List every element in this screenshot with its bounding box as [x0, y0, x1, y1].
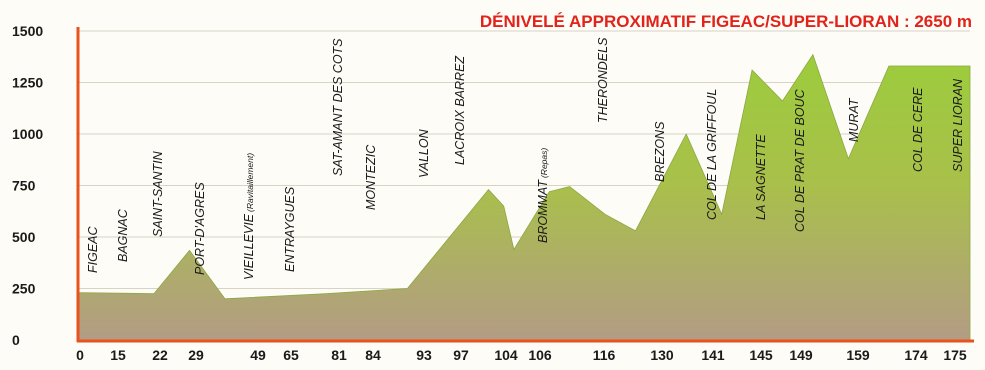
place-name: MONTEZIC — [364, 144, 378, 210]
place-name: COL DE CERE — [911, 87, 925, 172]
x-tick-label: 97 — [453, 347, 469, 363]
x-tick-label: 15 — [110, 347, 126, 363]
x-tick-label: 0 — [76, 347, 84, 363]
place-label — [596, 37, 610, 123]
place-name: COL DE PRAT DE BOUC — [793, 89, 807, 232]
place-label — [653, 121, 667, 182]
place-label — [193, 182, 207, 275]
place-name: BREZONS — [653, 121, 667, 182]
place-label — [793, 88, 807, 232]
place-name: FIGEAC — [86, 226, 100, 273]
place-name: PORT-D'AGRES — [193, 182, 207, 275]
y-tick-label: 500 — [12, 229, 36, 245]
elevation-profile-area — [78, 55, 970, 340]
x-tick-labels — [76, 347, 967, 363]
x-tick-label: 104 — [494, 347, 518, 363]
place-note: (Repas) — [539, 147, 549, 179]
y-tick-label: 0 — [12, 332, 20, 348]
place-name: MURAT — [847, 98, 861, 142]
place-name: LA SAGNETTE — [754, 134, 768, 220]
place-label — [364, 144, 378, 210]
x-tick-label: 174 — [904, 347, 928, 363]
place-name: COL DE LA GRIFFOUL — [705, 88, 719, 220]
place-label — [911, 87, 925, 172]
y-tick-label: 1250 — [12, 74, 44, 91]
x-tick-label: 81 — [331, 347, 347, 363]
place-name: BROMMAT — [536, 180, 550, 243]
place-label — [242, 153, 256, 280]
place-label — [951, 78, 965, 172]
place-label — [847, 97, 861, 142]
place-label — [705, 89, 719, 220]
place-label — [116, 208, 130, 262]
chart-title: DÉNIVELÉ APPROXIMATIF FIGEAC/SUPER-LIORAN : 2650 m — [479, 12, 972, 31]
x-tick-label: 141 — [701, 347, 725, 363]
place-name: ENTRAYGUES — [283, 186, 297, 272]
place-label — [86, 225, 100, 273]
place-label — [453, 56, 467, 165]
x-tick-label: 49 — [250, 347, 266, 363]
x-tick-label: 93 — [416, 347, 432, 363]
place-name: SUPER LIORAN — [951, 78, 965, 172]
x-tick-label: 84 — [365, 347, 381, 363]
place-label — [331, 38, 345, 176]
place-label — [536, 148, 550, 243]
place-name: LACROIX BARREZ — [453, 55, 467, 165]
x-tick-label: 145 — [749, 347, 773, 363]
place-note: (Ravitaillement) — [245, 152, 255, 212]
x-tick-label: 116 — [592, 347, 616, 363]
place-name: VALLON — [417, 129, 431, 178]
y-tick-label: 1500 — [12, 23, 44, 39]
y-tick-labels — [12, 23, 43, 348]
place-name: THERONDELS — [596, 37, 610, 123]
y-tick-label: 250 — [12, 280, 36, 297]
y-tick-label: 750 — [12, 177, 36, 194]
x-tick-label: 29 — [188, 347, 204, 363]
place-name: SAINT-SANTIN — [151, 151, 165, 237]
y-tick-label: 1000 — [12, 126, 44, 142]
place-name: BAGNAC — [116, 209, 130, 262]
place-name: VIEILLEVIE — [242, 213, 256, 280]
x-tick-label: 149 — [789, 347, 813, 363]
x-tick-label: 130 — [650, 347, 674, 363]
place-label — [151, 150, 165, 237]
x-tick-label: 106 — [528, 347, 552, 363]
place-name: SAT-AMANT DES COTS — [331, 38, 345, 176]
x-tick-label: 22 — [152, 347, 168, 363]
place-label — [283, 186, 297, 272]
x-tick-label: 65 — [283, 347, 299, 363]
elevation-area — [78, 55, 970, 340]
x-tick-label: 159 — [846, 347, 870, 363]
place-label — [417, 128, 431, 178]
place-label — [754, 134, 768, 220]
x-tick-label: 175 — [943, 347, 967, 363]
